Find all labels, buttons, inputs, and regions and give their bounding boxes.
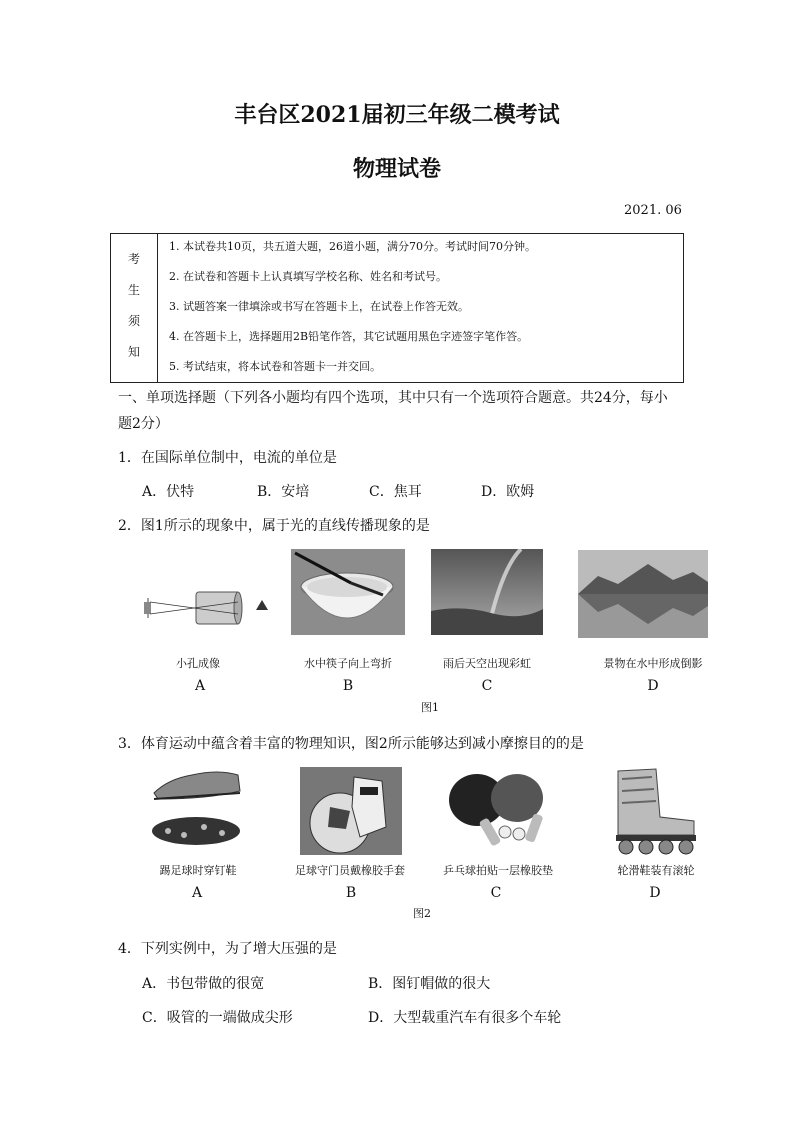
q3-caption-c: 乒乓球拍贴一层橡胶垫 (443, 864, 553, 877)
pingpong-paddle-image (445, 770, 551, 852)
notice-label-char: 考 (127, 252, 140, 266)
cleat-shoe-image (148, 765, 244, 855)
q3-caption-b: 足球守门员戴橡胶手套 (295, 864, 405, 877)
notice-item: 3. 试题答案一律填涂或书写在答题卡上，在试卷上作答无效。 (169, 300, 469, 313)
q3-letter-c: C (490, 885, 502, 901)
q2-letter-d: D (647, 678, 659, 694)
q4-option-b: B．图钉帽做的很大 (368, 976, 491, 992)
notice-label-char: 生 (127, 283, 140, 297)
q2-letter-b: B (342, 678, 354, 694)
question-3-stem: 3．体育运动中蕴含着丰富的物理知识，图2所示能够达到减小摩擦目的的是 (118, 736, 584, 752)
q2-caption-a: 小孔成像 (176, 657, 220, 670)
figure-2-label: 图2 (413, 907, 431, 920)
q4-option-c: C．吸管的一端做成尖形 (142, 1010, 293, 1026)
q1-option-c: C．焦耳 (369, 484, 422, 500)
roller-skate-image (604, 765, 704, 857)
q3-caption-a: 踢足球时穿钉鞋 (159, 864, 237, 877)
notice-item: 1. 本试卷共10页，共五道大题，26道小题，满分70分。考试时间70分钟。 (169, 240, 536, 253)
notice-item: 4. 在答题卡上，选择题用2B铅笔作答，其它试题用黑色字迹签字笔作答。 (169, 330, 529, 343)
question-4-stem: 4．下列实例中，为了增大压强的是 (118, 941, 337, 957)
subject-title: 物理试卷 (352, 156, 441, 182)
q2-caption-c: 雨后天空出现彩虹 (443, 657, 531, 670)
question-2-stem: 2．图1所示的现象中，属于光的直线传播现象的是 (118, 518, 430, 534)
rainbow-image (431, 549, 543, 635)
q3-letter-a: A (191, 885, 203, 901)
notice-label-char: 知 (127, 345, 140, 359)
question-1-stem: 1．在国际单位制中，电流的单位是 (118, 450, 337, 466)
goalkeeper-glove-image (300, 767, 402, 855)
notice-item: 5. 考试结束，将本试卷和答题卡一并交回。 (169, 360, 381, 373)
exam-title: 丰台区2021届初三年级二模考试 (234, 102, 560, 128)
q2-letter-c: C (481, 678, 493, 694)
q1-option-b: B．安培 (257, 484, 310, 500)
exam-date: 2021. 06 (624, 203, 682, 218)
q4-option-d: D．大型载重汽车有很多个车轮 (368, 1010, 562, 1026)
chopstick-bowl-image (291, 549, 405, 635)
section-heading-cont: 题2分） (118, 416, 169, 432)
notice-label-char: 须 (127, 314, 140, 328)
q3-caption-d: 轮滑鞋装有滚轮 (617, 864, 695, 877)
pinhole-image (138, 578, 276, 630)
q1-option-d: D．欧姆 (481, 484, 535, 500)
section-heading: 一、单项选择题（下列各小题均有四个选项，其中只有一个选项符合题意。共24分，每小 (118, 390, 668, 406)
q2-caption-b: 水中筷子向上弯折 (304, 657, 392, 670)
q1-option-a: A．伏特 (142, 484, 195, 500)
q3-letter-d: D (649, 885, 661, 901)
figure-1-label: 图1 (421, 701, 439, 714)
q2-caption-d: 景物在水中形成倒影 (603, 657, 703, 670)
notice-item: 2. 在试卷和答题卡上认真填写学校名称、姓名和考试号。 (169, 270, 447, 283)
q3-letter-b: B (345, 885, 357, 901)
reflection-image (578, 550, 708, 638)
notice-box (110, 233, 684, 383)
q4-option-a: A．书包带做的很宽 (142, 976, 265, 992)
notice-label (111, 234, 158, 382)
q2-letter-a: A (194, 678, 206, 694)
